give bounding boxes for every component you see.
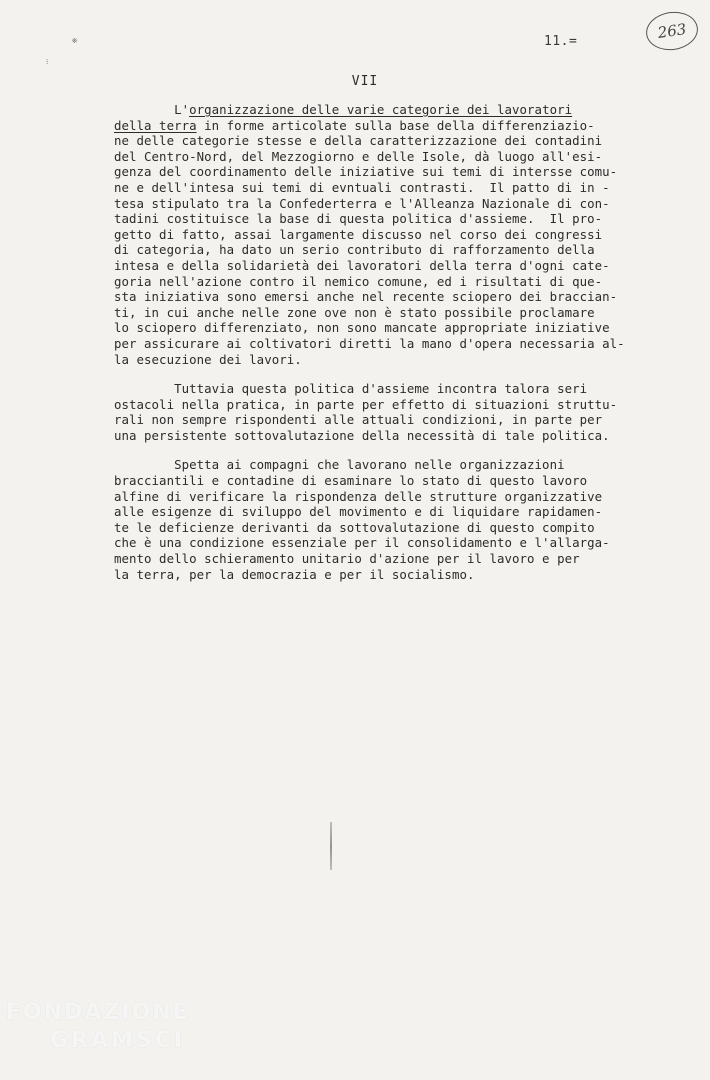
- text-line: goria nell'azione contro il nemico comune, ed i risultati di que-: [114, 273, 603, 289]
- text-line: rali non sempre rispondenti alle attuali condizioni, in parte per: [114, 412, 603, 428]
- text-line: ti, in cui anche nelle zone ove non è stato possibile proclamare: [114, 304, 595, 320]
- text-line: alle esigenze di sviluppo del movimento e di liquidare rapidamen-: [114, 504, 603, 520]
- text-line: ne delle categorie stesse e della caratterizzazione dei contadini: [114, 133, 603, 149]
- text-line: del Centro-Nord, del Mezzogiorno e delle Isole, dà luogo all'esi-: [114, 148, 603, 164]
- text-line: L'organizzazione delle varie categorie dei lavoratori: [114, 102, 573, 117]
- text-line: mento dello schieramento unitario d'azione per il lavoro e per: [114, 551, 580, 567]
- text-line: sta iniziativa sono emersi anche nel recente sciopero dei braccian-: [114, 289, 618, 305]
- watermark-line-2: GRAMSCI: [50, 1028, 186, 1053]
- underlined-text: della terra: [114, 117, 197, 133]
- text-line: bracciantili e contadine di esaminare lo stato di questo lavoro: [114, 473, 588, 489]
- text-line: la esecuzione dei lavori.: [114, 351, 302, 367]
- paragraph-2: [114, 381, 704, 443]
- paragraph-1: [114, 102, 704, 367]
- text-line: te le deficienze derivanti da sottovalutazione di questo compito: [114, 519, 595, 535]
- paragraph-gap: [114, 367, 704, 381]
- text-line: di categoria, ha dato un serio contributo di rafforzamento della: [114, 242, 595, 258]
- text-line: della terra in forme articolate sulla base della differenziazio-: [114, 117, 595, 133]
- text-line: intesa e della solidarietà dei lavoratori della terra d'ogni cate-: [114, 257, 610, 273]
- text-line: ne e dell'intesa sui temi di evntuali contrasti. Il patto di in -: [114, 179, 610, 195]
- text-line: tesa stipulato tra la Confederterra e l'Alleanza Nazionale di con-: [114, 195, 610, 211]
- pencil-mark: [330, 822, 332, 870]
- margin-mark: ❊: [72, 36, 78, 46]
- text-line: getto di fatto, assai largamente discusso nel corso dei congressi: [114, 226, 603, 242]
- margin-mark: ⁝: [46, 58, 49, 66]
- chapter-heading: VII: [351, 74, 379, 89]
- paragraph-gap: [114, 443, 704, 457]
- text-line: genza del coordinamento delle iniziative sui temi di intersse comu-: [114, 164, 618, 180]
- text-line: Tuttavia questa politica d'assieme incontra talora seri: [114, 381, 588, 397]
- text-line: per assicurare ai coltivatori diretti la mano d'opera necessaria al-: [114, 335, 625, 351]
- text-line: alfine di verificare la rispondenza delle strutture organizzative: [114, 488, 603, 504]
- archive-stamp-number: 263: [644, 9, 701, 54]
- underlined-text: organizzazione delle varie categorie dei lavoratori: [189, 102, 573, 117]
- text-line: tadini costituisce la base di questa politica d'assieme. Il pro-: [114, 211, 603, 227]
- watermark-line-1: FONDAZIONE: [6, 1000, 190, 1025]
- text-line: la terra, per la democrazia e per il socialismo.: [114, 566, 475, 582]
- paragraph-3: [114, 457, 704, 582]
- text-line: Spetta ai compagni che lavorano nelle organizzazioni: [114, 457, 565, 473]
- text-line: lo sciopero differenziato, non sono mancate appropriate iniziative: [114, 320, 610, 336]
- text-line: che è una condizione essenziale per il consolidamento e l'allarga-: [114, 535, 610, 551]
- body-text: [114, 102, 704, 582]
- text-line: una persistente sottovalutazione della necessità di tale politica.: [114, 427, 610, 443]
- page-number: 11.=: [544, 34, 578, 49]
- archive-watermark: [6, 1002, 190, 1052]
- text-line: ostacoli nella pratica, in parte per effetto di situazioni struttu-: [114, 396, 618, 412]
